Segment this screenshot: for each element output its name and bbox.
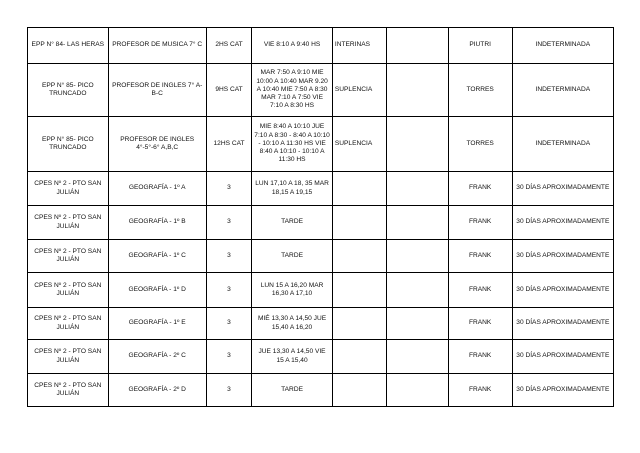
replaced-teacher-cell: FRANK <box>448 374 512 407</box>
replaced-teacher-cell: FRANK <box>448 340 512 374</box>
table-row <box>28 374 614 407</box>
vacancy-table <box>27 27 614 407</box>
blank-cell <box>386 340 448 374</box>
status-cell: SUPLENCIA <box>332 64 386 117</box>
position-cell: GEOGRAFÍA - 1º D <box>108 273 206 308</box>
blank-cell <box>386 28 448 64</box>
schedule-cell: JUE 13,30 A 14,50 VIE 15 A 15,40 <box>252 340 333 374</box>
school-cell: CPES Nº 2 - PTO SAN JULIÁN <box>28 340 109 374</box>
duration-cell: 30 DÍAS APROXIMADAMENTE <box>512 240 613 273</box>
status-cell: INTERINAS <box>332 28 386 64</box>
table-row <box>28 206 614 240</box>
schedule-cell: TARDE <box>252 374 333 407</box>
position-cell: GEOGRAFÍA - 1º C <box>108 240 206 273</box>
position-cell: GEOGRAFÍA - 2º D <box>108 374 206 407</box>
school-cell: EPP N° 85- PICO TRUNCADO <box>28 64 109 117</box>
status-cell <box>332 308 386 340</box>
schedule-cell: LUN 15 A 16,20 MAR 16,30 A 17,10 <box>252 273 333 308</box>
position-cell: GEOGRAFÍA - 1º A <box>108 172 206 206</box>
schedule-cell: MIE 8:40 A 10:10 JUE 7:10 A 8:30 - 8:40 A 10:10 - 10:10 A 11:30 HS VIE 8:40 A 10:10 - 10:10 A 11:30 HS <box>252 117 333 172</box>
blank-cell <box>386 240 448 273</box>
duration-cell: 30 DÍAS APROXIMADAMENTE <box>512 308 613 340</box>
hours-cell: 12HS CAT <box>206 117 251 172</box>
duration-cell: 30 DÍAS APROXIMADAMENTE <box>512 340 613 374</box>
table-row <box>28 28 614 64</box>
status-cell <box>332 340 386 374</box>
schedule-cell: TARDE <box>252 240 333 273</box>
hours-cell: 9HS CAT <box>206 64 251 117</box>
hours-cell: 2HS CAT <box>206 28 251 64</box>
schedule-cell: MIÉ 13,30 A 14,50 JUE 15,40 A 16,20 <box>252 308 333 340</box>
status-cell <box>332 206 386 240</box>
school-cell: CPES Nº 2 - PTO SAN JULIÁN <box>28 206 109 240</box>
replaced-teacher-cell: TORRES <box>448 117 512 172</box>
hours-cell: 3 <box>206 172 251 206</box>
duration-cell: INDETERMINADA <box>512 28 613 64</box>
replaced-teacher-cell: FRANK <box>448 240 512 273</box>
blank-cell <box>386 308 448 340</box>
school-cell: CPES Nº 2 - PTO SAN JULIÁN <box>28 273 109 308</box>
blank-cell <box>386 64 448 117</box>
hours-cell: 3 <box>206 374 251 407</box>
schedule-cell: TARDE <box>252 206 333 240</box>
duration-cell: 30 DÍAS APROXIMADAMENTE <box>512 273 613 308</box>
replaced-teacher-cell: FRANK <box>448 206 512 240</box>
duration-cell: 30 DÍAS APROXIMADAMENTE <box>512 374 613 407</box>
table-row <box>28 172 614 206</box>
position-cell: GEOGRAFÍA - 2º C <box>108 340 206 374</box>
status-cell <box>332 374 386 407</box>
position-cell: PROFESOR DE INGLES 4°-5°-6° A,B,C <box>108 117 206 172</box>
hours-cell: 3 <box>206 308 251 340</box>
blank-cell <box>386 273 448 308</box>
status-cell <box>332 172 386 206</box>
replaced-teacher-cell: FRANK <box>448 172 512 206</box>
schedule-cell: LUN 17,10 A 18, 35 MAR 18,15 A 19,15 <box>252 172 333 206</box>
blank-cell <box>386 374 448 407</box>
hours-cell: 3 <box>206 240 251 273</box>
duration-cell: INDETERMINADA <box>512 117 613 172</box>
school-cell: CPES Nº 2 - PTO SAN JULIÁN <box>28 240 109 273</box>
hours-cell: 3 <box>206 206 251 240</box>
duration-cell: 30 DÍAS APROXIMADAMENTE <box>512 172 613 206</box>
schedule-cell: VIE 8:10 A 9:40 HS <box>252 28 333 64</box>
table-row <box>28 240 614 273</box>
position-cell: GEOGRAFÍA - 1º B <box>108 206 206 240</box>
school-cell: CPES Nº 2 - PTO SAN JULIÁN <box>28 172 109 206</box>
schedule-cell: MAR 7:50 A 9:10 MIE 10:00 A 10:40 MAR 9.20 A 10:40 MIE 7:50 A 8:30 MAR 7:10 A 7:50 VIE 7:10 A 8:30 HS <box>252 64 333 117</box>
table-row <box>28 64 614 117</box>
replaced-teacher-cell: FRANK <box>448 308 512 340</box>
table-row <box>28 273 614 308</box>
duration-cell: 30 DÍAS APROXIMADAMENTE <box>512 206 613 240</box>
status-cell <box>332 273 386 308</box>
blank-cell <box>386 206 448 240</box>
blank-cell <box>386 172 448 206</box>
blank-cell <box>386 117 448 172</box>
table-row <box>28 117 614 172</box>
status-cell: SUPLENCIA <box>332 117 386 172</box>
school-cell: EPP N° 84- LAS HERAS <box>28 28 109 64</box>
school-cell: CPES Nº 2 - PTO SAN JULIÁN <box>28 374 109 407</box>
status-cell <box>332 240 386 273</box>
position-cell: PROFESOR DE MUSICA 7° C <box>108 28 206 64</box>
replaced-teacher-cell: FRANK <box>448 273 512 308</box>
hours-cell: 3 <box>206 340 251 374</box>
school-cell: CPES Nº 2 - PTO SAN JULIÁN <box>28 308 109 340</box>
position-cell: PROFESOR DE INGLES 7° A-B-C <box>108 64 206 117</box>
position-cell: GEOGRAFÍA - 1º E <box>108 308 206 340</box>
school-cell: EPP N° 85- PICO TRUNCADO <box>28 117 109 172</box>
replaced-teacher-cell: TORRES <box>448 64 512 117</box>
table-row <box>28 308 614 340</box>
table-row <box>28 340 614 374</box>
hours-cell: 3 <box>206 273 251 308</box>
replaced-teacher-cell: PIUTRI <box>448 28 512 64</box>
duration-cell: INDETERMINADA <box>512 64 613 117</box>
